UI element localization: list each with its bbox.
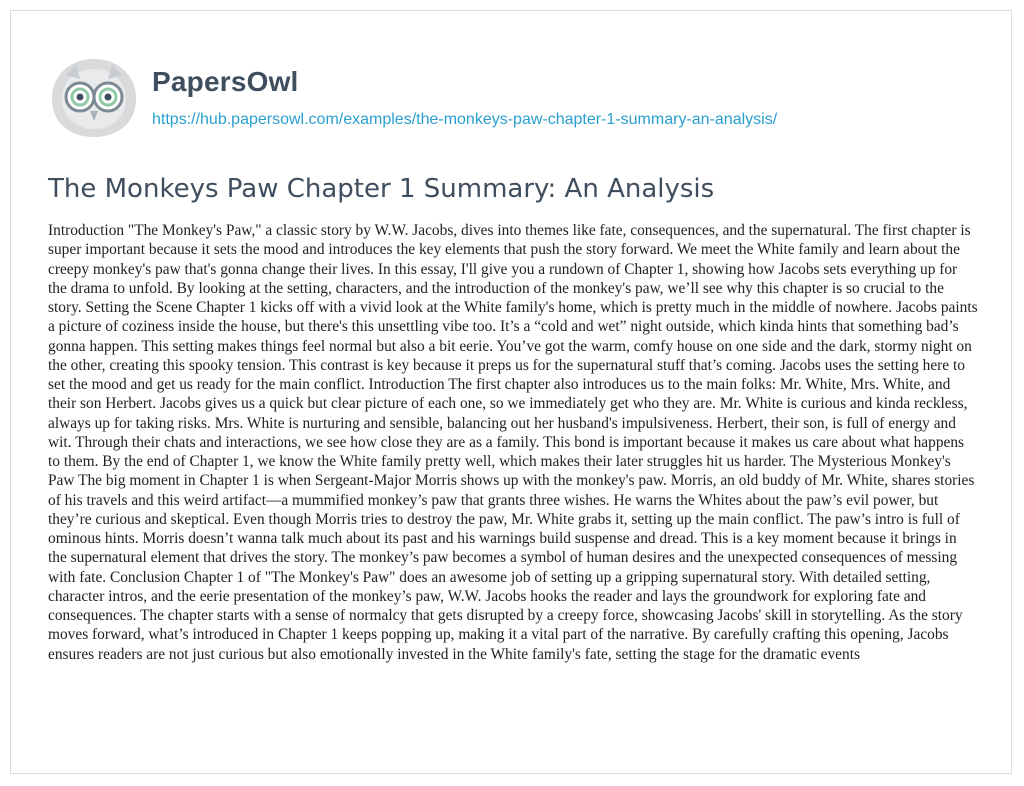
brand-name: PapersOwl <box>152 66 299 97</box>
brand-block <box>152 65 777 131</box>
brand-header <box>48 55 777 141</box>
document-body: Introduction "The Monkey's Paw," a classic story by W.W. Jacobs, dives into themes like fate, consequences, and the supernatural. The first chapter is super important because it sets the mood and introduces the key elements that push the story forward. We meet the White family and learn about the creepy monkey's paw that's gonna change their lives. In this essay, I'll give you a rundown of Chapter 1, showing how Jacobs sets everything up for the drama to unfold. By looking at the setting, characters, and the introduction of the monkey's paw, we’ll see why this chapter is so crucial to the story. Setting the Scene Chapter 1 kicks off with a vivid look at the White family's home, which is pretty much in the middle of nowhere. Jacobs paints a picture of coziness inside the house, but there's this unsettling vibe too. It’s a “cold and wet” night outside, which kinda hints that something bad’s gonna happen. This setting makes things feel normal but also a bit eerie. You’ve got the warm, comfy house on one side and the dark, stormy night on the other, creating this spooky tension. This contrast is key because it preps us for the supernatural stuff that’s coming. Jacobs uses the setting here to set the mood and get us ready for the main conflict. Introduction The first chapter also introduces us to the main folks: Mr. White, Mrs. White, and their son Herbert. Jacobs gives us a quick but clear picture of each one, so we immediately get who they are. Mr. White is curious and kinda reckless, always up for taking risks. Mrs. White is nurturing and sensible, balancing out her husband's impulsiveness. Herbert, their son, is full of energy and wit. Through their chats and interactions, we see how close they are as a family. This bond is important because it makes us care about what happens to them. By the end of Chapter 1, we know the White family pretty well, which makes their later struggles hit us harder. The Mysterious Monkey's Paw The big moment in Chapter 1 is when Sergeant-Major Morris shows up with the monkey's paw. Morris, an old buddy of Mr. White, shares stories of his travels and this weird artifact—a mummified monkey’s paw that grants three wishes. He warns the Whites about the paw’s evil power, but they’re curious and skeptical. Even though Morris tries to destroy the paw, Mr. White grabs it, setting up the main conflict. The paw’s intro is full of ominous hints. Morris doesn’t wanna talk much about its past and his warnings build suspense and dread. This is a key moment because it brings in the supernatural element that drives the story. The monkey’s paw becomes a symbol of human desires and the unexpected consequences of messing with fate. Conclusion Chapter 1 of "The Monkey's Paw" does an awesome job of setting up a gripping supernatural story. With detailed setting, character intros, and the eerie presentation of the monkey’s paw, W.W. Jacobs hooks the reader and lays the groundwork for exploring fate and consequences. The chapter starts with a sense of normalcy that gets disrupted by a creepy force, showcasing Jacobs' skill in storytelling. As the story moves forward, what’s introduced in Chapter 1 keeps popping up, making it a vital part of the narrative. By carefully crafting this opening, Jacobs ensures readers are not just curious but also emotionally invested in the White family's fate, setting the stage for the dramatic events <box>48 222 978 663</box>
source-url-link[interactable]: https://hub.papersowl.com/examples/the-monkeys-paw-chapter-1-summary-an-analysis/ <box>152 111 778 128</box>
owl-logo-icon <box>48 55 140 141</box>
document-title: The Monkeys Paw Chapter 1 Summary: An Analysis <box>48 174 715 204</box>
